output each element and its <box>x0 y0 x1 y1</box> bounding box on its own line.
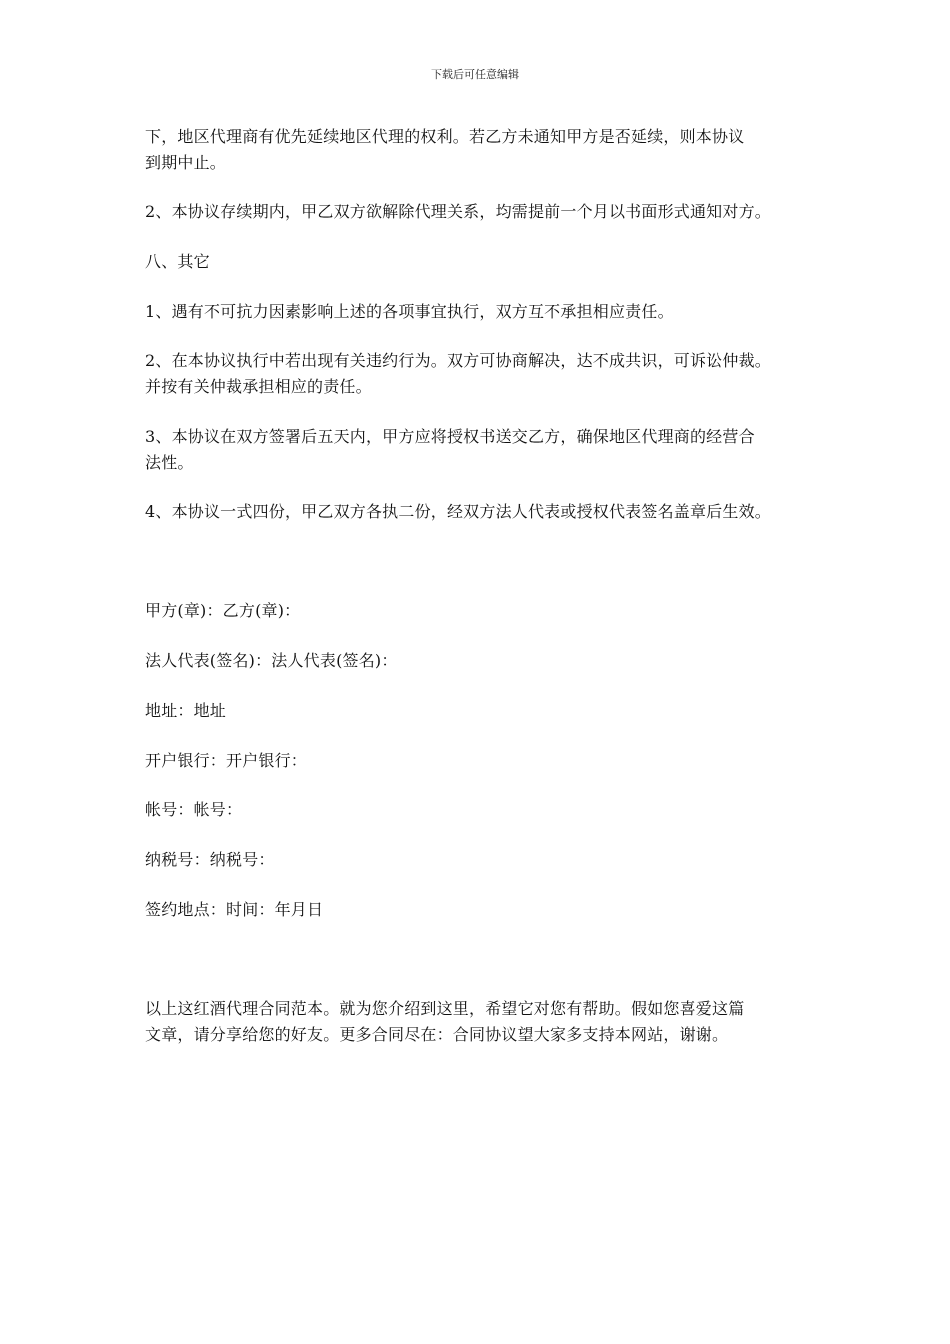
closing-line2: 文章，请分享给您的好友。更多合同尽在：合同协议望大家多支持本网站，谢谢。 <box>145 1025 729 1044</box>
signature-address: 地址：地址 <box>145 701 227 720</box>
signature-account: 帐号：帐号： <box>145 800 243 819</box>
signature-tax-id: 纳税号：纳税号： <box>145 850 275 869</box>
page-header: 下载后可任意编辑 <box>431 68 519 81</box>
clause-3-line1: 3、本协议在双方签署后五天内，甲方应将授权书送交乙方，确保地区代理商的经营合 <box>145 427 755 446</box>
paragraph-renewal-line2: 到期中止。 <box>145 153 227 172</box>
signature-legal-rep: 法人代表(签名)：法人代表(签名)： <box>145 651 398 670</box>
section-heading-other: 八、其它 <box>145 252 210 271</box>
paragraph-termination: 2、本协议存续期内，甲乙双方欲解除代理关系，均需提前一个月以书面形式通知对方。 <box>145 202 771 221</box>
clause-1: 1、遇有不可抗力因素影响上述的各项事宜执行，双方互不承担相应责任。 <box>145 302 674 321</box>
clause-3-line2: 法性。 <box>145 453 194 472</box>
paragraph-renewal-line1: 下，地区代理商有优先延续地区代理的权利。若乙方未通知甲方是否延续，则本协议 <box>145 127 745 146</box>
signature-bank: 开户银行：开户银行： <box>145 751 308 770</box>
signature-parties: 甲方(章)：乙方(章)： <box>145 601 301 620</box>
closing-line1: 以上这红酒代理合同范本。就为您介绍到这里，希望它对您有帮助。假如您喜爱这篇 <box>145 999 745 1018</box>
clause-2-line1: 2、在本协议执行中若出现有关违约行为。双方可协商解决，达不成共识，可诉讼仲裁。 <box>145 351 771 370</box>
signature-place-time: 签约地点：时间：年月日 <box>145 900 324 919</box>
clause-4: 4、本协议一式四份，甲乙双方各执二份，经双方法人代表或授权代表签名盖章后生效。 <box>145 502 771 521</box>
clause-2-line2: 并按有关仲裁承担相应的责任。 <box>145 377 372 396</box>
